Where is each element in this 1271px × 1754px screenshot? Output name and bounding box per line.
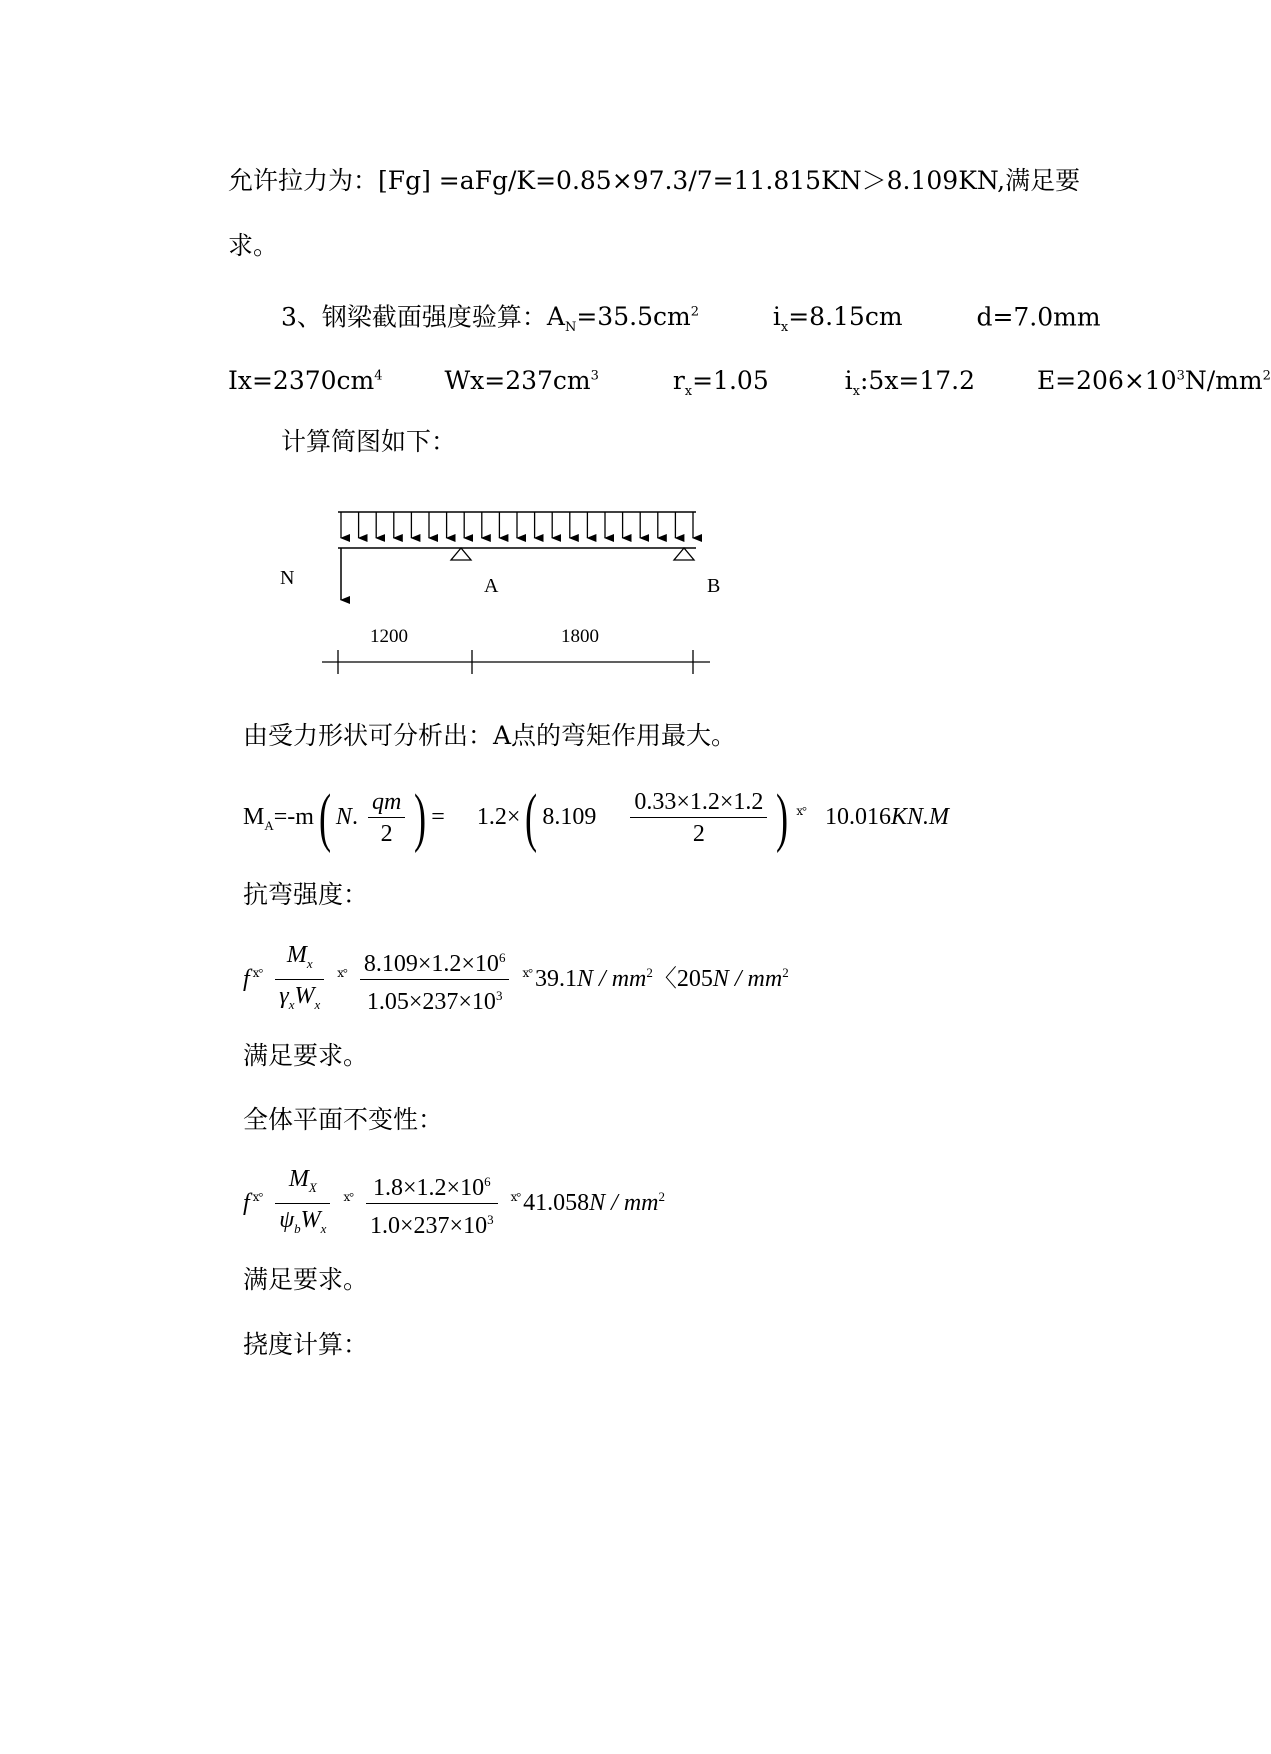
analysis-text: 由受力形状可分析出：A点的弯矩作用最大。 <box>243 721 737 750</box>
stability-label: 全体平面不变性： <box>243 1105 444 1134</box>
support-b <box>674 548 694 560</box>
deflection-label: 挠度计算： <box>243 1330 369 1359</box>
load-arrows <box>341 512 693 538</box>
radius-ix: $i_x=8.15cm$ <box>772 302 903 336</box>
support-a <box>451 548 471 560</box>
paragraph-continuation: 求。 <box>228 231 279 260</box>
span-1200: 1200 <box>370 626 408 647</box>
factor-rx: $r_x=1.05$ <box>672 366 769 400</box>
bending-strength-label: 抗弯强度： <box>243 880 369 909</box>
inertia-ix: $Ix=2370cm^4$ <box>228 366 383 396</box>
elastic-modulus-e: $E=206\times 10^3N/mm^2$ <box>1036 366 1271 396</box>
equation-stability: f $^{ⅹ^\circ}$ $\frac{M_X}{\psi_bW_x}$ $^{ⅹ^\circ}$ $\frac{1.8\times 1.2\times 10^6}{1.0\times 237\times 10^3}$ $^{ⅹ^\circ}$ $41.058N / mm^2$ <box>243 1162 665 1245</box>
modulus-wx: $Wx=237cm^3$ <box>444 366 599 396</box>
satisfied-text-2: 满足要求。 <box>243 1265 369 1294</box>
label-n: N <box>280 567 295 589</box>
span-1800: 1800 <box>561 626 599 647</box>
equation-bending: f $^{ⅹ^\circ}$ $\frac{M_x}{\gamma_xW_x}$ $^{ⅹ^\circ}$ $\frac{8.109\times 1.2\times 10^6}{1.05\times 237\times 10^3}$ $^{ⅹ^\circ}$ $39.1N / mm^2$〈$205N / mm^2$ <box>243 938 789 1021</box>
section-properties-line <box>228 362 1271 407</box>
beam-diagram <box>250 500 730 680</box>
paragraph-allowable-tension: 允许拉力为：[Fg] =aFg/K=0.85×97.3/7=11.815KN＞8.109KN,满足要 <box>228 166 1081 195</box>
thickness-d: d=7.0mm <box>976 302 1101 332</box>
satisfied-text-1: 满足要求。 <box>243 1041 369 1070</box>
equation-ma: $M_A=-m$( N. $\frac{qm}{2}$ ) = 1.2×( 8.109 $\frac{0.33\times 1.2\times 1.2}{2}$ ) $^{ⅹ^\circ}$ 10.016KN.M <box>243 781 949 855</box>
label-b: B <box>707 575 721 597</box>
section-3-line <box>281 298 1101 343</box>
ratio-ix: $i_x:5x=17.2$ <box>844 366 976 400</box>
area-an: $A_N=35.5cm^2$ <box>546 302 699 336</box>
label-a: A <box>484 575 499 597</box>
diagram-caption: 计算简图如下： <box>281 427 457 456</box>
section-3-title: 3、钢梁截面强度验算： <box>281 302 547 332</box>
